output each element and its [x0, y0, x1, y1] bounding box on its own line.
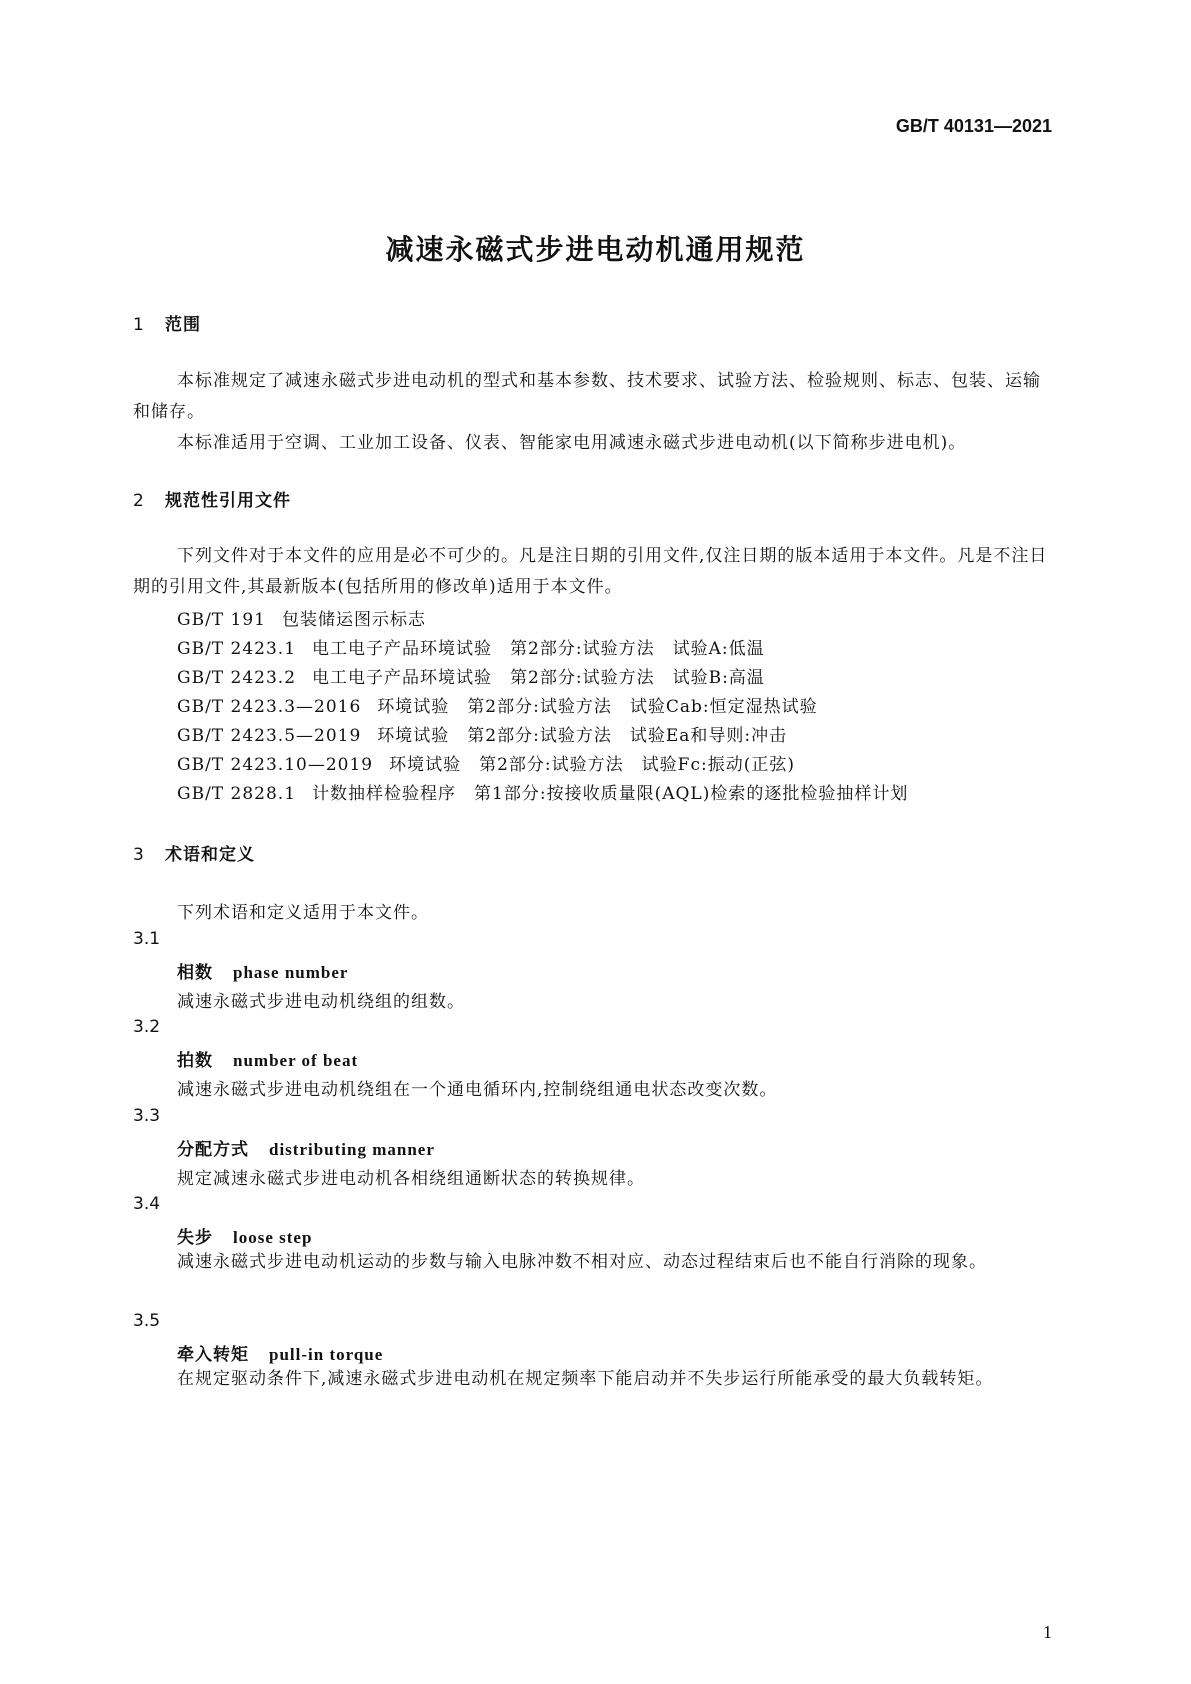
reference-title: 电工电子产品环境试验 第2部分:试验方法 试验B:高温 — [312, 668, 765, 688]
reference-code: GB/T 2423.10—2019 — [177, 755, 374, 775]
section-2-heading — [133, 486, 291, 511]
term-en: pull-in torque — [269, 1345, 384, 1364]
references-intro: 下列文件对于本文件的应用是必不可少的。凡是注日期的引用文件,仅注日期的版本适用于本文件。凡是不注日期的引用文件,其最新版本(包括所用的修改单)适用于本文件。 — [133, 546, 1048, 597]
term-zh: 拍数 — [177, 1051, 213, 1071]
term-en: number of beat — [233, 1051, 359, 1070]
standard-code: GB/T 40131—2021 — [895, 116, 1052, 136]
section-title: 规范性引用文件 — [165, 491, 291, 511]
term-zh: 分配方式 — [177, 1140, 249, 1160]
reference-title: 环境试验 第2部分:试验方法 试验Ea和导则:冲击 — [377, 726, 788, 746]
term-definition: 在规定驱动条件下,减速永磁式步进电动机在规定频率下能启动并不失步运行所能承受的最大负载转矩。 — [177, 1369, 994, 1389]
term-definition: 减速永磁式步进电动机绕组的组数。 — [177, 992, 465, 1012]
reference-title: 电工电子产品环境试验 第2部分:试验方法 试验A:低温 — [312, 639, 765, 659]
term-heading — [177, 1046, 358, 1071]
term-number: 3.2 — [133, 1017, 161, 1037]
section-title: 术语和定义 — [165, 845, 255, 865]
section-3-heading — [133, 840, 255, 865]
page-number: 1 — [1043, 1622, 1052, 1642]
term-zh: 牵入转矩 — [177, 1345, 249, 1365]
reference-code: GB/T 191 — [177, 610, 266, 630]
term-number: 3.3 — [133, 1106, 161, 1126]
terms-intro: 下列术语和定义适用于本文件。 — [177, 903, 429, 923]
reference-item — [177, 692, 818, 717]
reference-item — [177, 750, 795, 775]
reference-item — [177, 779, 908, 804]
term-heading — [177, 1340, 383, 1365]
reference-code: GB/T 2423.1 — [177, 639, 297, 659]
term-en: distributing manner — [269, 1140, 435, 1159]
reference-item — [177, 721, 787, 746]
term-zh: 失步 — [177, 1228, 213, 1248]
section-title: 范围 — [165, 315, 201, 335]
term-en: loose step — [233, 1228, 313, 1247]
document-title: 减速永磁式步进电动机通用规范 — [385, 233, 806, 266]
reference-title: 包装储运图示标志 — [282, 610, 426, 630]
term-number: 3.4 — [133, 1194, 161, 1214]
reference-item — [177, 634, 765, 659]
reference-item — [177, 605, 426, 630]
term-number: 3.5 — [133, 1311, 161, 1331]
reference-code: GB/T 2423.2 — [177, 668, 297, 688]
term-heading — [177, 958, 348, 983]
scope-paragraph-1: 本标准规定了减速永磁式步进电动机的型式和基本参数、技术要求、试验方法、检验规则、标志、包装、运输和储存。 — [133, 371, 1041, 422]
section-number: 3 — [133, 845, 145, 865]
reference-title: 环境试验 第2部分:试验方法 试验Fc:振动(正弦) — [389, 755, 795, 775]
term-definition: 减速永磁式步进电动机运动的步数与输入电脉冲数不相对应、动态过程结束后也不能自行消除的现象。 — [177, 1252, 987, 1272]
reference-code: GB/T 2423.5—2019 — [177, 726, 362, 746]
scope-paragraph-2: 本标准适用于空调、工业加工设备、仪表、智能家电用减速永磁式步进电动机(以下简称步进电机)。 — [177, 433, 967, 453]
section-1-heading — [133, 310, 201, 335]
term-heading — [177, 1223, 312, 1248]
term-zh: 相数 — [177, 963, 213, 983]
term-number: 3.1 — [133, 929, 161, 949]
term-definition: 规定减速永磁式步进电动机各相绕组通断状态的转换规律。 — [177, 1169, 645, 1189]
reference-item — [177, 663, 765, 688]
term-heading — [177, 1135, 435, 1160]
term-en: phase number — [233, 963, 349, 982]
reference-code: GB/T 2423.3—2016 — [177, 697, 362, 717]
section-number: 1 — [133, 315, 145, 335]
reference-code: GB/T 2828.1 — [177, 784, 297, 804]
section-number: 2 — [133, 491, 145, 511]
term-definition: 减速永磁式步进电动机绕组在一个通电循环内,控制绕组通电状态改变次数。 — [177, 1080, 778, 1100]
reference-title: 环境试验 第2部分:试验方法 试验Cab:恒定湿热试验 — [377, 697, 818, 717]
reference-title: 计数抽样检验程序 第1部分:按接收质量限(AQL)检索的逐批检验抽样计划 — [312, 784, 909, 804]
